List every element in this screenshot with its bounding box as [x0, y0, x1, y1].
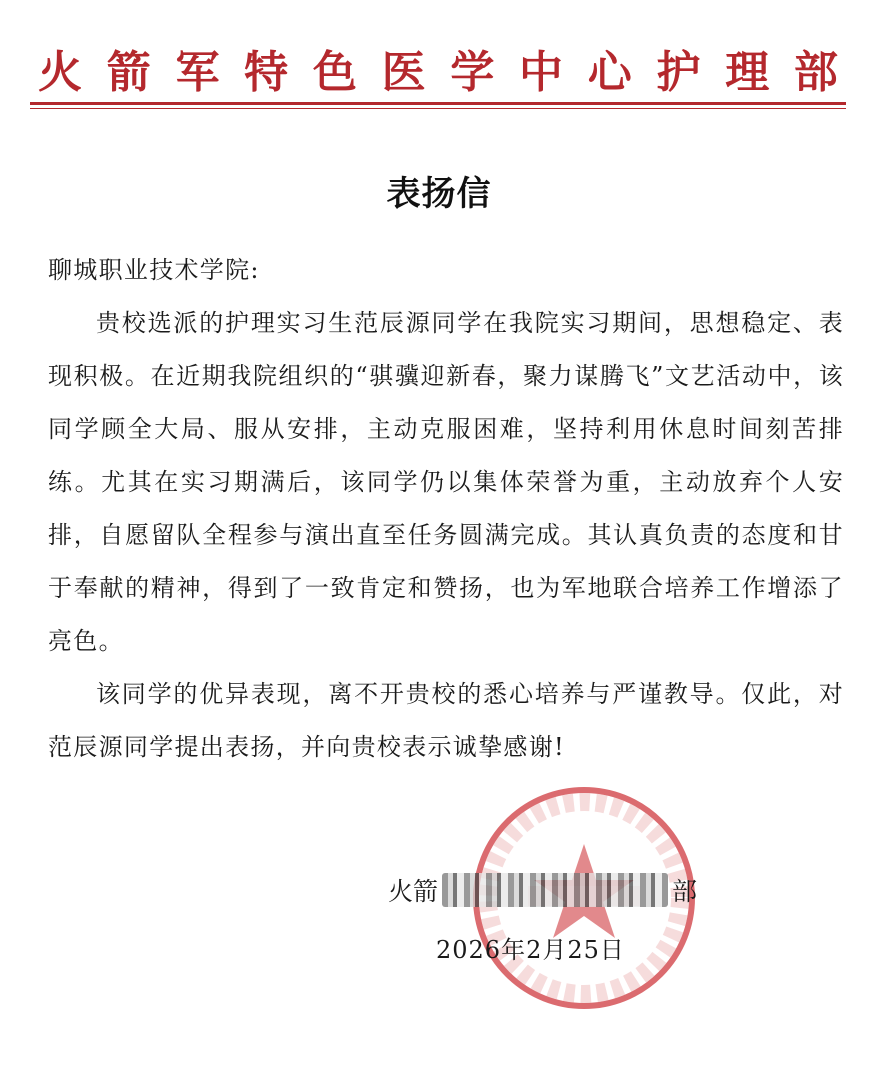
letterhead-char: 特 — [244, 47, 289, 98]
letterhead-rule — [30, 102, 846, 105]
letterhead-char: 箭 — [106, 47, 151, 98]
letterhead-rule-thin — [30, 108, 846, 109]
letterhead-char: 心 — [587, 47, 632, 98]
signature-prefix: 火箭 — [388, 877, 439, 906]
letterhead-char: 医 — [381, 47, 426, 98]
letterhead-char: 理 — [725, 47, 770, 98]
body-paragraph-1: 贵校选派的护理实习生范辰源同学在我院实习期间，思想稳定、表现积极。在近期我院组织的“骐骥迎新春，聚力谋腾飞”文艺活动中，该同学顾全大局、服从安排，主动克服困难，坚持利用休息时间刻苦排练。尤其在实习期满后，该同学仍以集体荣誉为重，主动放弃个人安排，自愿留队全程参与演出直至任务圆满完成。其认真负责的态度和甘于奉献的精神，得到了一致肯定和赞扬，也为军地联合培养工作增添了亮色。 — [48, 309, 844, 655]
letterhead-char: 护 — [656, 47, 701, 98]
letterhead-char: 火 — [38, 47, 82, 98]
letterhead-char: 部 — [793, 47, 838, 98]
signature-line — [388, 872, 697, 908]
letterhead-char: 学 — [450, 47, 495, 98]
signature-date: 2026年2月25日 — [436, 936, 625, 964]
signature-suffix: 部 — [672, 877, 698, 906]
letterhead-char: 色 — [312, 47, 357, 98]
letterhead-char: 军 — [175, 47, 220, 98]
letterhead — [38, 38, 838, 98]
salutation: 聊城职业技术学院: — [48, 256, 260, 284]
letter-body — [48, 244, 844, 774]
letter-title: 表扬信 — [386, 174, 492, 214]
redacted-signature — [442, 873, 668, 907]
body-paragraph-2: 该同学的优异表现，离不开贵校的悉心培养与严谨教导。仅此，对范辰源同学提出表扬，并向贵校表示诚挚感谢! — [48, 680, 844, 761]
letterhead-char: 中 — [519, 47, 564, 98]
